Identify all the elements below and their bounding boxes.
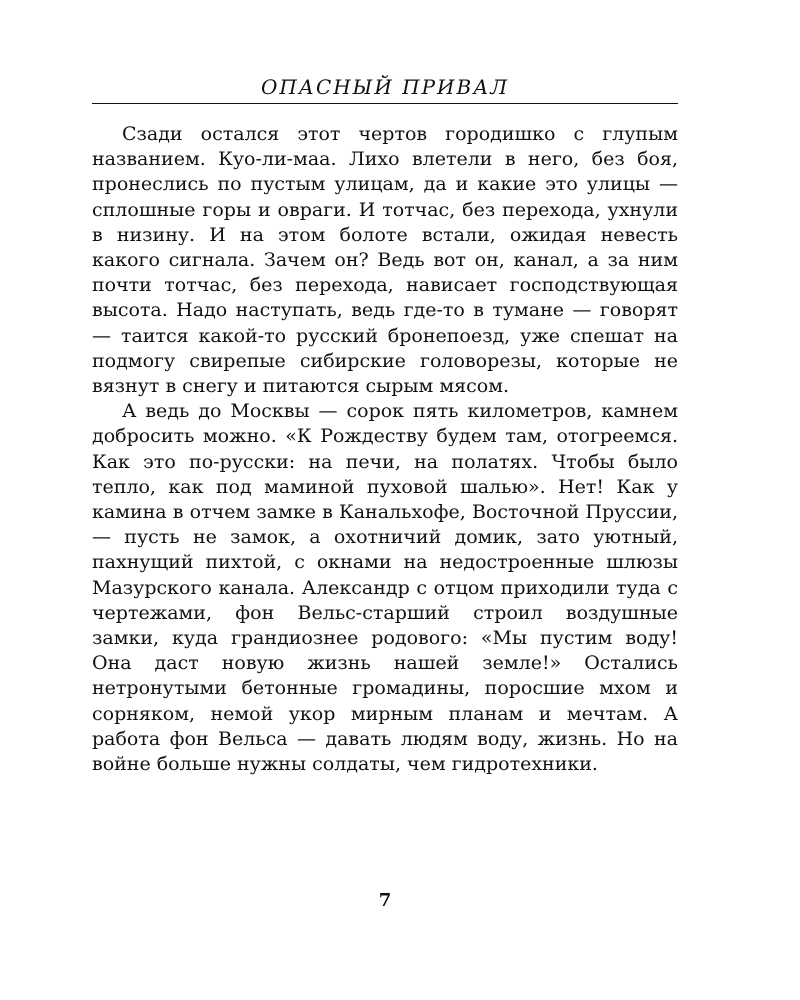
paragraph: Сзади остался этот чертов городишко с глупым названием. Куо-ли-маа. Лихо влетели в него, без боя, пронеслись по пустым улицам, да и какие это улицы — сплошные горы и овраги. И тотчас, без перехода, ухнули в низину. И на этом болоте встали, ожидая невесть какого сигнала. Зачем он? Ведь вот он, канал, а за ним почти тотчас, без перехода, нависает господствующая высота. Надо наступать, ведь где-то в тумане — говорят — таится какой-то русский бронепоезд, уже спешат на подмогу свирепые сибирские головорезы, которые не вязнут в снегу и питаются сырым мясом. [92,123,678,398]
running-title: ОПАСНЫЙ ПРИВАЛ [260,75,510,99]
header-rule [92,103,678,104]
paragraph: А ведь до Москвы — сорок пять километров, камнем добросить можно. «К Рождеству будем там, отогреемся. Как это по-русски: на печи, на полатях. Чтобы было тепло, как под маминой пуховой шалью». Нет! Как у камина в отчем замке в Канальхофе, Восточной Пруссии, — пусть не замок, а охотничий домик, зато уютный, пахнущий пихтой, с окнами на недостроенные шлюзы Мазурского канала. Александр с отцом приходили туда с чертежами, фон Вельс-старший строил воздушные замки, куда грандиознее родового: «Мы пустим воду! Она даст новую жизнь нашей земле!» Остались нетронутыми бетонные громадины, поросшие мхом и сорняком, немой укор мирным планам и мечтам. А работа фон Вельса — давать людям воду, жизнь. Но на войне больше нужны солдаты, чем гидротехники. [92,400,678,776]
body-text [92,122,678,777]
page-number: 7 [378,890,392,911]
